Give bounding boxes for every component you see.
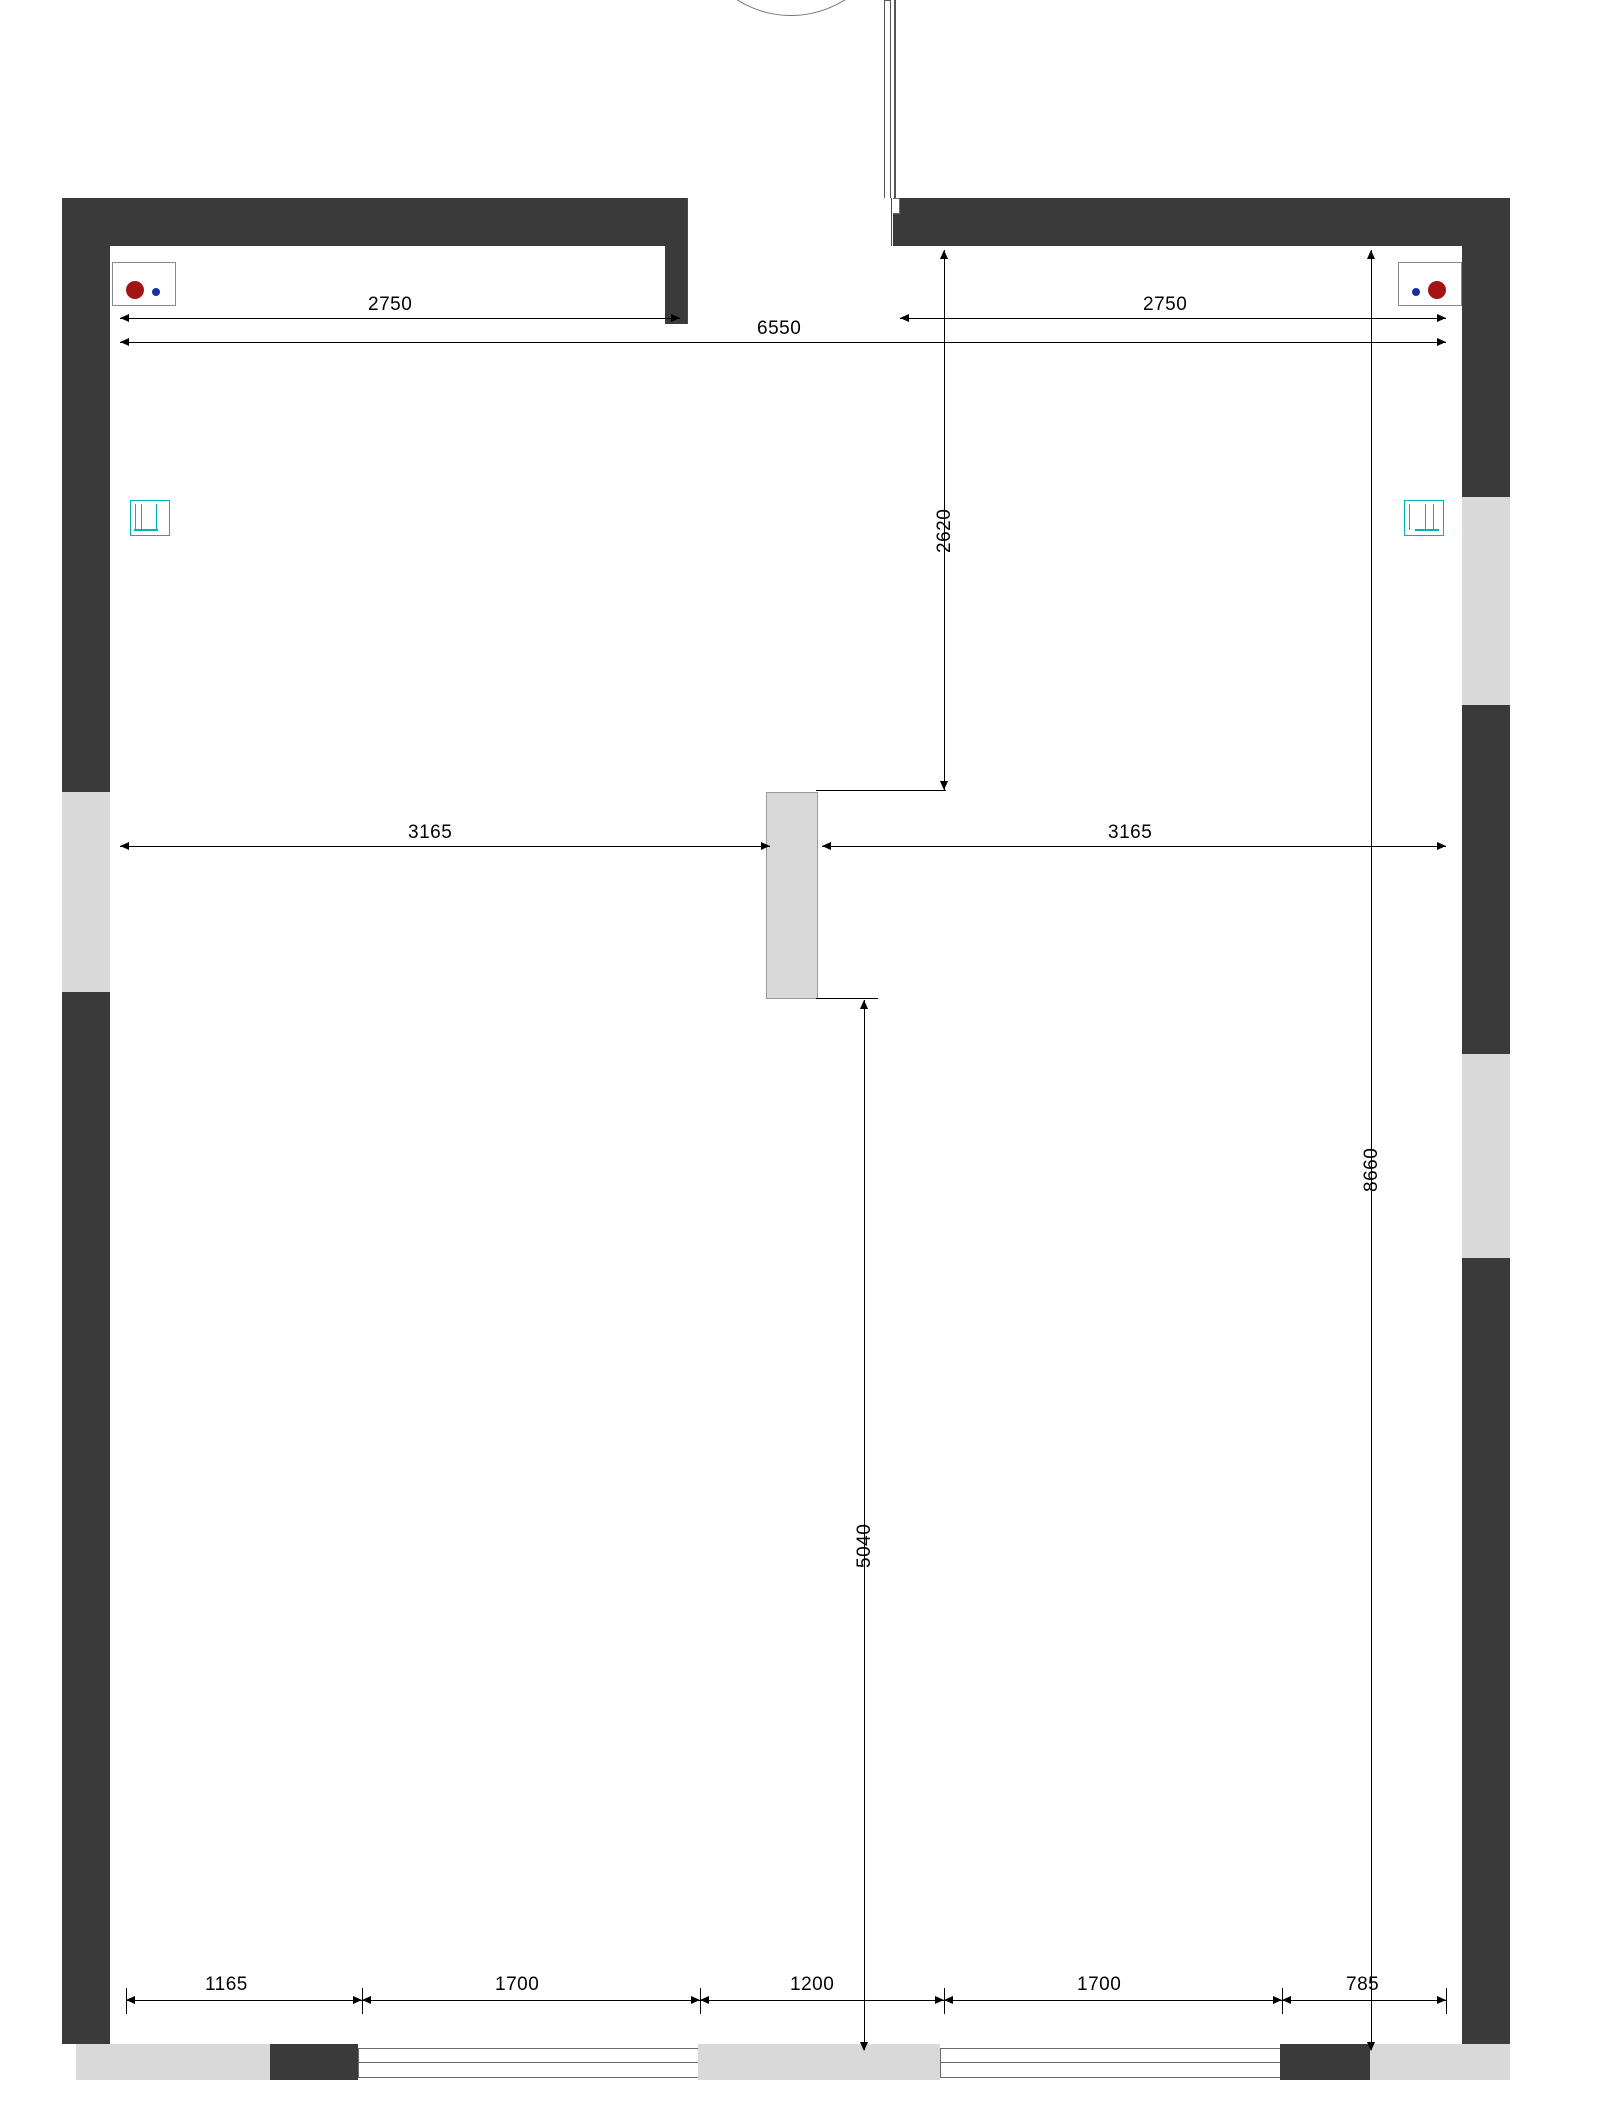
dim-top-right-arrow-start: [900, 314, 909, 322]
dim-top-left-label: 2750: [368, 294, 413, 315]
dim-mid-left-arrow-start: [120, 842, 129, 850]
wall-left-window-opening: [62, 792, 110, 992]
dim-bottom-label-1: 1165: [205, 1974, 248, 1995]
door-leaf-line: [890, 0, 895, 200]
wall-bottom-right-dark: [1280, 2044, 1370, 2080]
dim-bottom-arrow-4b: [1273, 1996, 1282, 2004]
dim-mid-right-line: [822, 846, 1446, 847]
dim-top-right-line: [900, 318, 1446, 319]
dim-bottom-label-5: 785: [1346, 1974, 1380, 1995]
wall-top-left-return: [665, 198, 687, 324]
door-reveal-left: [687, 198, 688, 324]
dim-right-vertical-arrow-top: [1367, 250, 1375, 259]
dim-bottom-arrow-4a: [944, 1996, 953, 2004]
outlet-box-left: [112, 262, 176, 306]
dim-mid-right-arrow-start: [822, 842, 831, 850]
outlet-right-secondary-icon: [1412, 288, 1420, 296]
window-bottom-left-mullion: [358, 2062, 698, 2063]
door-reveal-right: [891, 198, 892, 246]
wall-bottom-left-light: [76, 2044, 270, 2080]
dim-top-span-label: 6550: [757, 318, 802, 339]
radiator-left-icon: [130, 500, 170, 536]
dim-mid-right-label: 3165: [1108, 822, 1153, 843]
outlet-left-secondary-icon: [152, 288, 160, 296]
dim-center-lower-arrow-bottom: [860, 2042, 868, 2051]
dim-center-upper-arrow-bottom: [940, 781, 948, 790]
dim-bottom-arrow-2a: [362, 1996, 371, 2004]
wall-top-right: [892, 198, 1510, 246]
wall-right-bottom: [1462, 1258, 1510, 2044]
wall-top-left: [62, 198, 687, 246]
dim-bottom-arrow-1b: [353, 1996, 362, 2004]
dim-bottom-arrow-5b: [1437, 1996, 1446, 2004]
wall-right-top: [1462, 198, 1510, 497]
window-bottom-right-mullion: [940, 2062, 1280, 2063]
wall-right-window-1: [1462, 497, 1510, 705]
dim-bottom-tick-6: [1446, 1988, 1447, 2014]
door-threshold: [687, 198, 893, 246]
dim-center-lower-label: 5040: [854, 1523, 875, 1568]
dim-mid-left-arrow-end: [761, 842, 770, 850]
dim-bottom-label-4: 1700: [1077, 1974, 1122, 1995]
window-bottom-right: [940, 2048, 1282, 2078]
dim-center-upper-arrow-top: [940, 250, 948, 259]
wall-bottom-left-dark: [270, 2044, 358, 2080]
dim-bottom-arrow-2b: [691, 1996, 700, 2004]
dim-right-vertical-arrow-bottom: [1367, 2042, 1375, 2051]
dim-bottom-arrow-5a: [1282, 1996, 1291, 2004]
wall-right-window-2: [1462, 1054, 1510, 1258]
dim-bottom-label-2: 1700: [495, 1974, 540, 1995]
partition-wall: [766, 792, 818, 999]
dim-top-span-line: [120, 342, 1446, 343]
dim-center-upper-label: 2620: [934, 508, 955, 553]
wall-right-middle: [1462, 705, 1510, 1054]
dim-top-right-label: 2750: [1143, 294, 1188, 315]
dim-top-left-arrow-end: [671, 314, 680, 322]
dim-top-right-arrow-end: [1437, 314, 1446, 322]
dim-top-left-arrow-start: [120, 314, 129, 322]
dim-top-left-line: [120, 318, 680, 319]
dim-bottom-arrow-3b: [935, 1996, 944, 2004]
dim-mid-left-line: [120, 846, 770, 847]
dim-bottom-chain-line: [126, 2000, 1446, 2001]
dim-center-lower-tick: [816, 998, 878, 999]
dim-bottom-label-3: 1200: [790, 1974, 835, 1995]
outlet-right-main-icon: [1428, 281, 1446, 299]
dim-bottom-arrow-3a: [700, 1996, 709, 2004]
dim-right-vertical-label: 8660: [1361, 1147, 1382, 1192]
dim-top-span-arrow-start: [120, 338, 129, 346]
radiator-right-icon: [1404, 500, 1444, 536]
dim-top-span-arrow-end: [1437, 338, 1446, 346]
wall-left-lower: [62, 992, 110, 2044]
dim-mid-left-label: 3165: [408, 822, 453, 843]
outlet-left-main-icon: [126, 281, 144, 299]
door-swing-arc: [690, 0, 892, 16]
wall-bottom-right-light: [1370, 2044, 1510, 2080]
dim-center-lower-arrow-top: [860, 1000, 868, 1009]
wall-left-upper: [62, 198, 110, 792]
dim-center-upper-tick: [816, 790, 946, 791]
dim-mid-right-arrow-end: [1437, 842, 1446, 850]
window-bottom-left: [358, 2048, 700, 2078]
dim-bottom-arrow-1a: [126, 1996, 135, 2004]
wall-bottom-center: [698, 2044, 940, 2080]
